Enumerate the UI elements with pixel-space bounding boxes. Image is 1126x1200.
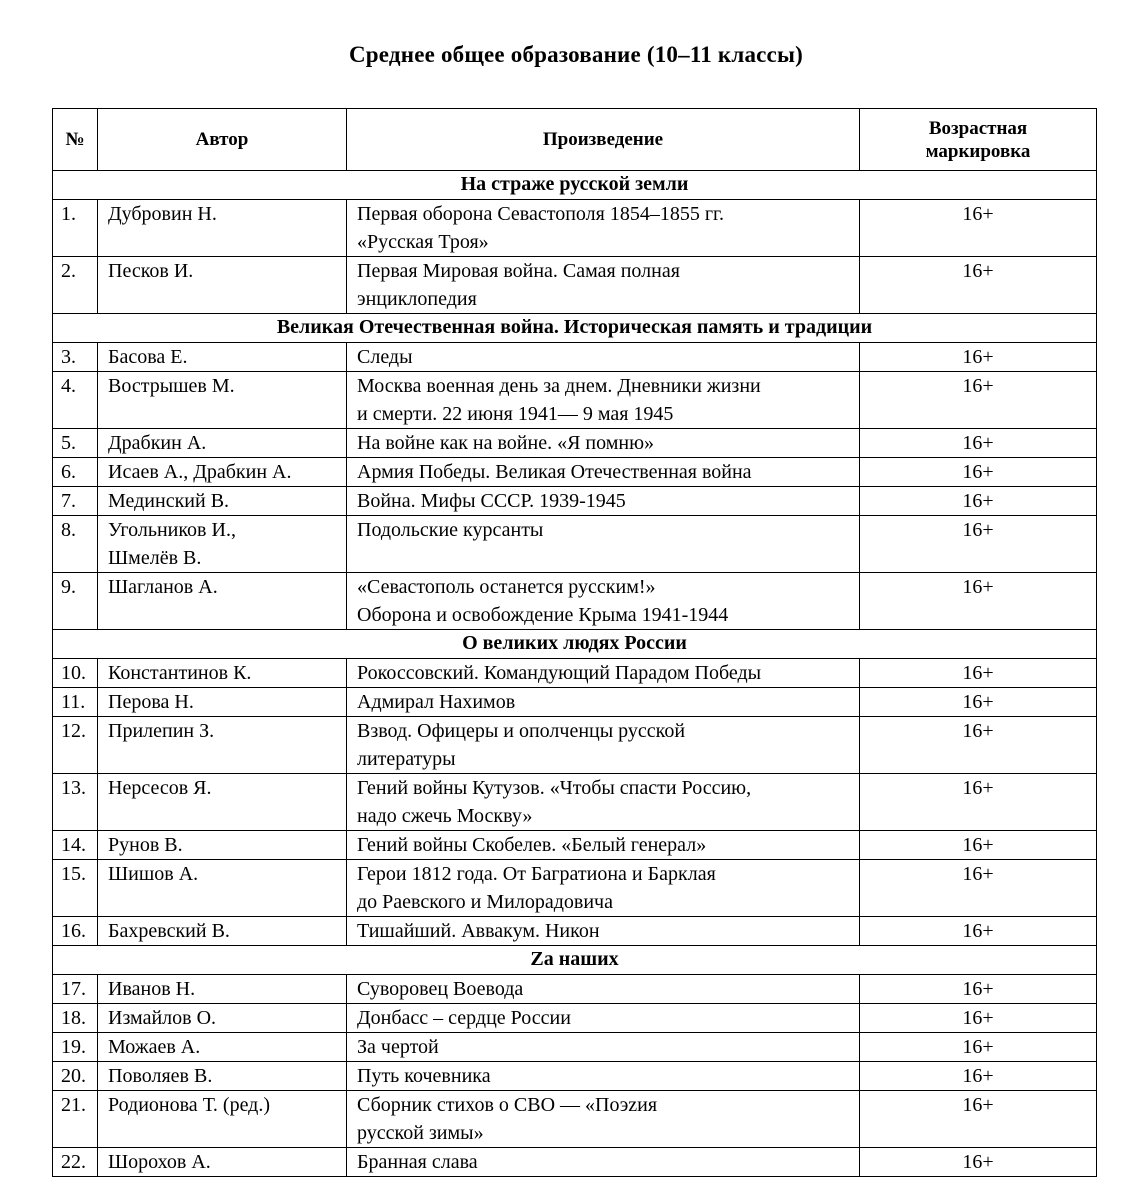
- work-cell: [347, 1004, 860, 1033]
- author-cell: [98, 343, 347, 372]
- author-cell: [98, 372, 347, 429]
- work-line: «Русская Троя»: [357, 231, 489, 253]
- section-row: [53, 171, 1097, 200]
- age-rating: 16+: [860, 1091, 1097, 1148]
- row-number: 11.: [53, 688, 98, 717]
- author-line: Прилепин З.: [108, 720, 215, 742]
- work-line: Москва военная день за днем. Дневники жизни: [357, 375, 761, 397]
- author-line: Драбкин А.: [108, 432, 207, 454]
- table-row: [53, 1004, 1097, 1033]
- work-line: русской зимы»: [357, 1122, 484, 1144]
- row-number: 17.: [53, 975, 98, 1004]
- author-cell: [98, 1091, 347, 1148]
- author-line: Бахревский В.: [108, 920, 230, 942]
- work-line: Суворовец Воевода: [357, 978, 524, 1000]
- table-row: [53, 516, 1097, 573]
- age-rating: 16+: [860, 343, 1097, 372]
- table-row: [53, 200, 1097, 257]
- author-line: Шмелёв В.: [108, 547, 202, 569]
- row-number: 12.: [53, 717, 98, 774]
- table-row: [53, 717, 1097, 774]
- author-cell: [98, 1062, 347, 1091]
- work-line: Гений войны Кутузов. «Чтобы спасти Россию,: [357, 777, 752, 799]
- author-line: Шагланов А.: [108, 576, 218, 598]
- author-cell: [98, 200, 347, 257]
- author-cell: [98, 717, 347, 774]
- work-cell: [347, 429, 860, 458]
- work-cell: [347, 831, 860, 860]
- work-line: За чертой: [357, 1036, 439, 1058]
- author-line: Песков И.: [108, 260, 194, 282]
- work-line: до Раевского и Милорадовича: [357, 891, 613, 913]
- section-title: Великая Отечественная война. Историческая память и традиции: [53, 314, 1097, 343]
- author-line: Можаев А.: [108, 1036, 201, 1058]
- work-cell: [347, 1062, 860, 1091]
- work-line: Оборона и освобождение Крыма 1941-1944: [357, 604, 729, 626]
- row-number: 10.: [53, 659, 98, 688]
- work-line: Первая Мировая война. Самая полная: [357, 260, 680, 282]
- age-rating: 16+: [860, 200, 1097, 257]
- author-cell: [98, 573, 347, 630]
- work-cell: [347, 774, 860, 831]
- author-cell: [98, 688, 347, 717]
- author-cell: [98, 831, 347, 860]
- author-cell: [98, 1033, 347, 1062]
- work-line: Армия Победы. Великая Отечественная война: [357, 461, 752, 483]
- row-number: 5.: [53, 429, 98, 458]
- work-cell: [347, 975, 860, 1004]
- work-line: Рокоссовский. Командующий Парадом Победы: [357, 662, 762, 684]
- header-work: Произведение: [347, 109, 860, 171]
- table-row: [53, 1033, 1097, 1062]
- table-body: [53, 171, 1097, 1177]
- section-title: На страже русской земли: [53, 171, 1097, 200]
- age-rating: 16+: [860, 831, 1097, 860]
- author-line: Мединский В.: [108, 490, 230, 512]
- table-row: [53, 774, 1097, 831]
- work-cell: [347, 573, 860, 630]
- work-cell: [347, 688, 860, 717]
- author-cell: [98, 860, 347, 917]
- table-row: [53, 458, 1097, 487]
- work-line: На войне как на войне. «Я помню»: [357, 432, 655, 454]
- table-row: [53, 1091, 1097, 1148]
- author-cell: [98, 1148, 347, 1177]
- work-line: Герои 1812 года. От Багратиона и Барклая: [357, 863, 716, 885]
- age-rating: 16+: [860, 717, 1097, 774]
- age-rating: 16+: [860, 1033, 1097, 1062]
- age-rating: 16+: [860, 975, 1097, 1004]
- row-number: 21.: [53, 1091, 98, 1148]
- header-num: №: [53, 109, 98, 171]
- work-cell: [347, 516, 860, 573]
- author-cell: [98, 659, 347, 688]
- table-row: [53, 573, 1097, 630]
- row-number: 8.: [53, 516, 98, 573]
- row-number: 9.: [53, 573, 98, 630]
- work-cell: [347, 917, 860, 946]
- work-line: «Севастополь останется русским!»: [357, 576, 656, 598]
- row-number: 7.: [53, 487, 98, 516]
- age-rating: 16+: [860, 429, 1097, 458]
- section-row: [53, 946, 1097, 975]
- header-author: Автор: [98, 109, 347, 171]
- age-rating: 16+: [860, 573, 1097, 630]
- table-row: [53, 257, 1097, 314]
- work-cell: [347, 257, 860, 314]
- work-cell: [347, 1033, 860, 1062]
- author-line: Шорохов А.: [108, 1151, 211, 1173]
- author-line: Иванов Н.: [108, 978, 196, 1000]
- age-rating: 16+: [860, 659, 1097, 688]
- author-line: Угольников И.,: [108, 519, 236, 541]
- work-cell: [347, 372, 860, 429]
- work-line: Первая оборона Севастополя 1854–1855 гг.: [357, 203, 724, 225]
- author-cell: [98, 917, 347, 946]
- work-cell: [347, 343, 860, 372]
- row-number: 2.: [53, 257, 98, 314]
- author-cell: [98, 516, 347, 573]
- row-number: 4.: [53, 372, 98, 429]
- author-cell: [98, 774, 347, 831]
- table-row: [53, 917, 1097, 946]
- age-rating: 16+: [860, 458, 1097, 487]
- work-line: Сборник стихов о СВО — «Поэzия: [357, 1094, 658, 1116]
- section-title: О великих людях России: [53, 630, 1097, 659]
- author-line: Родионова Т. (ред.): [108, 1094, 271, 1116]
- page-title: Среднее общее образование (10–11 классы): [349, 42, 803, 67]
- work-line: Гений войны Скобелев. «Белый генерал»: [357, 834, 707, 856]
- age-rating: 16+: [860, 516, 1097, 573]
- age-rating: 16+: [860, 1004, 1097, 1033]
- work-cell: [347, 659, 860, 688]
- header-age: [860, 109, 1097, 171]
- work-cell: [347, 1091, 860, 1148]
- work-line: Взвод. Офицеры и ополченцы русской: [357, 720, 686, 742]
- work-line: Война. Мифы СССР. 1939-1945: [357, 490, 626, 512]
- header-age-line: маркировка: [925, 140, 1031, 162]
- work-line: Бранная слава: [357, 1151, 478, 1173]
- table-header-row: [53, 109, 1097, 171]
- table-row: [53, 659, 1097, 688]
- row-number: 19.: [53, 1033, 98, 1062]
- work-cell: [347, 487, 860, 516]
- section-row: [53, 630, 1097, 659]
- table-row: [53, 343, 1097, 372]
- work-cell: [347, 860, 860, 917]
- author-line: Измайлов О.: [108, 1007, 217, 1029]
- books-table: [52, 108, 1097, 1177]
- row-number: 1.: [53, 200, 98, 257]
- author-line: Исаев А., Драбкин А.: [108, 461, 292, 483]
- work-cell: [347, 458, 860, 487]
- section-row: [53, 314, 1097, 343]
- row-number: 22.: [53, 1148, 98, 1177]
- age-rating: 16+: [860, 372, 1097, 429]
- author-cell: [98, 458, 347, 487]
- row-number: 13.: [53, 774, 98, 831]
- row-number: 16.: [53, 917, 98, 946]
- row-number: 15.: [53, 860, 98, 917]
- work-cell: [347, 1148, 860, 1177]
- age-rating: 16+: [860, 860, 1097, 917]
- work-cell: [347, 200, 860, 257]
- author-line: Шишов А.: [108, 863, 199, 885]
- row-number: 18.: [53, 1004, 98, 1033]
- row-number: 20.: [53, 1062, 98, 1091]
- author-cell: [98, 257, 347, 314]
- work-line: Донбасс – сердце России: [357, 1007, 571, 1029]
- header-age-line: Возрастная: [928, 117, 1028, 139]
- author-cell: [98, 487, 347, 516]
- author-line: Рунов В.: [108, 834, 183, 856]
- table-row: [53, 487, 1097, 516]
- table-row: [53, 1062, 1097, 1091]
- table-row: [53, 1148, 1097, 1177]
- table-row: [53, 831, 1097, 860]
- work-line: Следы: [357, 346, 413, 368]
- work-line: Путь кочевника: [357, 1065, 491, 1087]
- work-line: и смерти. 22 июня 1941— 9 мая 1945: [357, 403, 674, 425]
- author-line: Дубровин Н.: [108, 203, 217, 225]
- author-cell: [98, 975, 347, 1004]
- author-cell: [98, 429, 347, 458]
- author-line: Нерсесов Я.: [108, 777, 212, 799]
- author-line: Перова Н.: [108, 691, 194, 713]
- age-rating: 16+: [860, 1148, 1097, 1177]
- work-line: Тишайший. Аввакум. Никон: [357, 920, 600, 942]
- age-rating: 16+: [860, 487, 1097, 516]
- table-row: [53, 429, 1097, 458]
- work-cell: [347, 717, 860, 774]
- row-number: 3.: [53, 343, 98, 372]
- work-line: надо сжечь Москву»: [357, 805, 533, 827]
- author-line: Константинов К.: [108, 662, 252, 684]
- row-number: 14.: [53, 831, 98, 860]
- table-row: [53, 975, 1097, 1004]
- section-title: Zа наших: [53, 946, 1097, 975]
- work-line: Адмирал Нахимов: [357, 691, 516, 713]
- age-rating: 16+: [860, 1062, 1097, 1091]
- table-row: [53, 860, 1097, 917]
- work-line: литературы: [357, 748, 456, 770]
- table-row: [53, 372, 1097, 429]
- age-rating: 16+: [860, 917, 1097, 946]
- age-rating: 16+: [860, 257, 1097, 314]
- row-number: 6.: [53, 458, 98, 487]
- author-line: Вострышев М.: [108, 375, 235, 397]
- work-line: Подольские курсанты: [357, 519, 544, 541]
- age-rating: 16+: [860, 774, 1097, 831]
- author-line: Поволяев В.: [108, 1065, 213, 1087]
- age-rating: 16+: [860, 688, 1097, 717]
- table-row: [53, 688, 1097, 717]
- author-cell: [98, 1004, 347, 1033]
- author-line: Басова Е.: [108, 346, 188, 368]
- work-line: энциклопедия: [357, 288, 477, 310]
